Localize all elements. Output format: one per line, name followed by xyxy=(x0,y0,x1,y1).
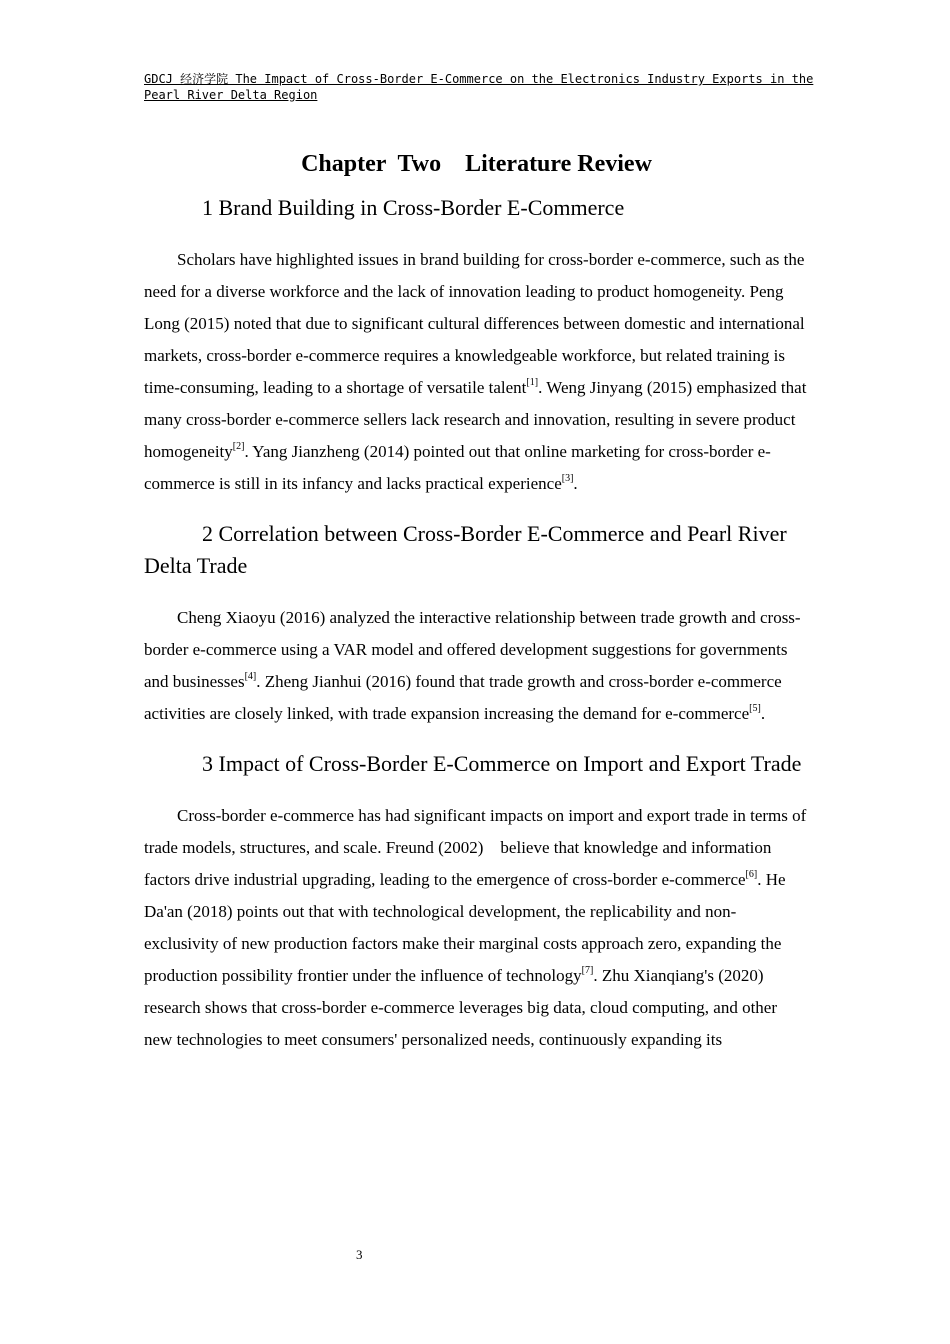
citation-ref: [6] xyxy=(745,869,758,881)
text-run: . xyxy=(760,704,766,723)
section-paragraph-2 xyxy=(144,602,809,730)
page-content xyxy=(144,140,809,1074)
section-paragraph-3 xyxy=(144,800,809,1056)
text-run: . xyxy=(573,474,578,493)
section-paragraph-1 xyxy=(144,244,809,500)
citation-ref: [3] xyxy=(561,473,574,485)
chapter-title: Chapter Two Literature Review xyxy=(301,151,652,177)
text-run: Cross-border e-commerce has had significant impacts on import and export trade in terms of trade models, structures, and scale. Freund (2002) believe that knowledge and information factors drive industrial upgrading, leading to the emergence of cross-border e-commerce xyxy=(144,806,811,889)
citation-ref: [2] xyxy=(232,441,245,453)
text-run: . Zhu Xianqiang's (2020) research shows that cross-border e-commerce leverages big data, cloud computing, and other new technologies to meet consumers' personalized needs, continuously expanding its xyxy=(144,966,782,1049)
text-run: Scholars have highlighted issues in brand building for cross-border e-commerce, such as the need for a diverse workforce and the lack of innovation leading to product homogeneity. Peng Long (2015) noted that due to significant cultural differences between domestic and international markets, cross-border e-commerce requires a knowledgeable workforce, but related training is time-consuming, leading to a shortage of versatile talent xyxy=(144,250,805,397)
text-run: . Weng Jinyang (2015) emphasized that many cross-border e-commerce sellers lack research and innovation, resulting in severe product homogeneity xyxy=(144,378,807,461)
running-header: GDCJ 经济学院 The Impact of Cross-Border E-Commerce on the Electronics Industry Exports in the Pearl River Delta Region xyxy=(144,72,814,102)
text-run: . Zheng Jianhui (2016) found that trade growth and cross-border e-commerce activities are closely linked, with trade expansion increasing the demand for e-commerce xyxy=(144,672,782,723)
section-heading-2: 2 Correlation between Cross-Border E-Commerce and Pearl River Delta Trade xyxy=(144,521,787,578)
text-run: . Yang Jianzheng (2014) pointed out that online marketing for cross-border e-commerce is still in its infancy and lacks practical experience xyxy=(144,442,771,493)
citation-ref: [4] xyxy=(244,671,257,683)
citation-ref: [1] xyxy=(526,377,539,389)
citation-ref: [5] xyxy=(749,703,761,715)
text-run: Cheng Xiaoyu (2016) analyzed the interactive relationship between trade growth and cross-border e-commerce using a VAR model and offered development suggestions for governments and businesses xyxy=(144,608,801,691)
citation-ref: [7] xyxy=(581,965,594,977)
text-run: . He Da'an (2018) points out that with technological development, the replicability and non-exclusivity of new production factors make their marginal costs approach zero, expanding the production possibility frontier under the influence of technology xyxy=(144,870,790,985)
section-heading-3: 3 Impact of Cross-Border E-Commerce on Import and Export Trade xyxy=(202,751,802,776)
section-heading-1: 1 Brand Building in Cross-Border E-Commerce xyxy=(202,195,625,220)
page-number: 3 xyxy=(356,1247,363,1262)
